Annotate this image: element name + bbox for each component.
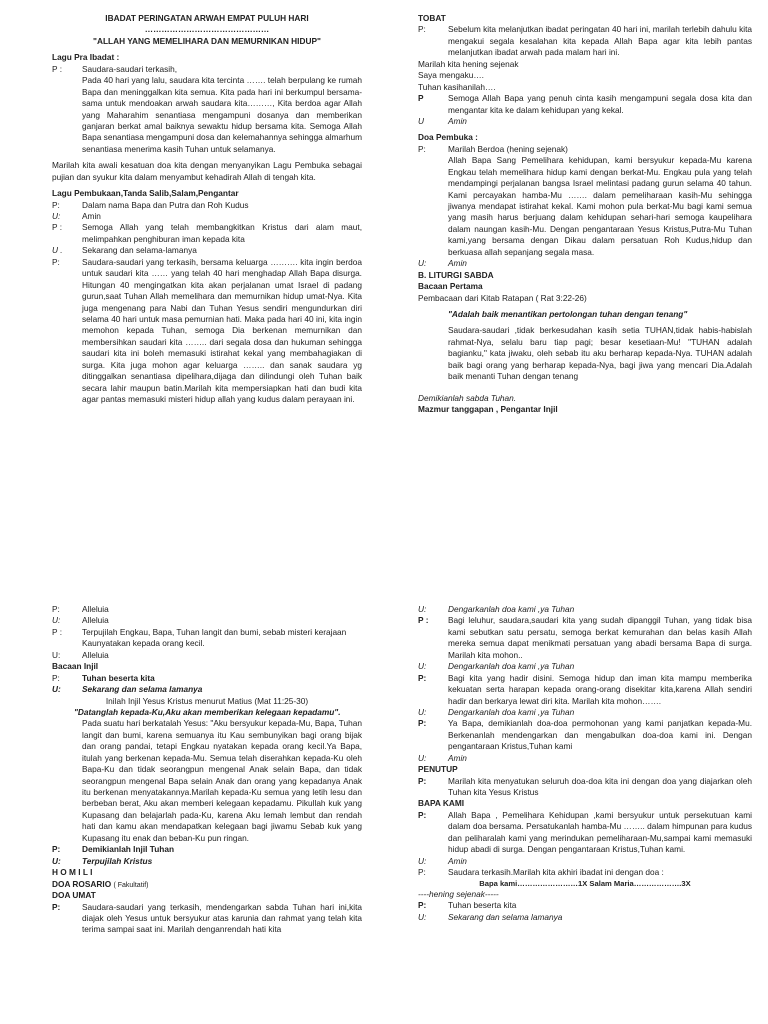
heading-bapa-kami: BAPA KAMI [418, 798, 465, 809]
heading-lagu-pembukaan: Lagu Pembukaan,Tanda Salib,Salam,Pengantar [52, 188, 239, 199]
line-p-greeting: P : Saudara-saudari terkasih, [52, 63, 178, 74]
heading-penutup: PENUTUP [418, 764, 458, 775]
line-a2: Marilah kita hening sejenak [418, 58, 519, 69]
line-b10: P: Demikianlah Injil Tuhan [52, 844, 175, 855]
heading-doa-umat: DOA UMAT [52, 890, 96, 901]
line-a5: P Semoga Allah Bapa yang penuh cinta kasih mengampuni segala dosa kita dan mengantar kita ke dalam kehidupan yang kekal. [418, 93, 752, 115]
line-b6: U: Sekarang dan selama lamanya [52, 684, 203, 695]
paragraph-doa-pembuka: Allah Bapa Sang Pemelihara kehidupan, kami bersyukur kepada-Mu karena Engkau telah memelihara hidup kami dengan berkat-Mu. Engkau pula yang telah mendampingi perjalanan bangsa Israel melintasi padang gurun selama 40 tahun. Kami percayakan hamba-Mu ……. dalam pemeliharaan kasih-Mu sehingga jiwanya mendapat istirahat kekal. Kami mohon pula berkat-Mu bagi kami semua yang masih harus berjuang dalam kehidupan sehari-hari semoga kaupelihara dalam naungan kasih-Mu. Dengan pengantaraan Yesus Kristus,Putra-Mu Tuhan kami,yang bersama dengan Dikau dalam persatuan Roh Kudus,hidup dan berkuasa allah sepanjang segala masa. [448, 155, 752, 257]
line-c14: P: Tuhan beserta kita [418, 900, 517, 911]
column-4 [418, 604, 752, 923]
line-c3: U: Dengarkanlah doa kami ,ya Tuhan [418, 661, 575, 672]
line-c7: U: Amin [418, 752, 467, 763]
line-a13: Demikianlah sabda Tuhan. [418, 392, 517, 403]
heading-bacaan-pertama: Bacaan Pertama [418, 281, 483, 292]
line-l3: P : Semoga Allah yang telah membangkitkan Kristus dari alam maut, melimpahkan penghiburan iman kepada kita [52, 222, 362, 244]
heading-rosario-line [52, 879, 362, 891]
line-c8: P: Marilah kita menyatukan seluruh doa-doa kita ini dengan doa yang diajarkan oleh Tuhan kita Yesus Kristus [418, 775, 752, 797]
heading-bacaan-injil: Bacaan Injil [52, 661, 99, 672]
line-b2: U: Alleluia [52, 615, 109, 626]
column-3 [52, 604, 362, 936]
line-a3: Saya mengaku…. [418, 70, 484, 81]
line-b1: P: Alleluia [52, 604, 109, 614]
line-c5: U: Dengarkanlah doa kami ,ya Tuhan [418, 706, 575, 717]
line-c6: P: Ya Bapa, demikianlah doa-doa permohonan yang kami panjatkan kepada-Mu. Berkenanlah mendengarkan dan mengabulkan doa-doa kami ini. Dengan pengantaraan Kristus,Tuhan kami [418, 718, 752, 752]
line-c15: U: Sekarang dan selama lamanya [418, 911, 563, 922]
line-c13: ----hening sejenak----- [418, 888, 499, 899]
line-a9: U: Amin [418, 258, 467, 269]
line-b11: U: Terpujilah Kristus [52, 855, 153, 866]
document-title: IBADAT PERINGATAN ARWAH EMPAT PULUH HARI [105, 13, 309, 23]
line-a1: P: Sebelum kita melanjutkan ibadat peringatan 40 hari ini, marilah terlebih dahulu kita mengakui segala kesalahan kita kepada Allah Bapa agar kita lebih pantas melanjutkan ibadat arwah pada malam hari ini. [418, 24, 752, 58]
line-l5: P: Saudara-saudari yang terkasih, bersama keluarga ………. kita ingin berdoa untuk saudari kita …… yang telah 40 hari menghadap Allah Bapa disurga. Hitungan 40 mengingatkan kita akan perjalanan umat Israel di padang gurun,saat Tuhan Allah memelihara dan memurnikan hidup umat-Nya. Kita juga mengenang para Nabi dan Tuhan Yesus sendiri mengundurkan diri selama 40 hari untuk masa pemurnian hati. Maka pada hari 40 ini, kita ingin memohon kepada Tuhan, semoga Dia berkenan memurnikan dan membersihkan saudari kita …….. dari segala dosa dan hukuman sehingga saudari kita ini boleh memasuki istirahat kekal yang membahagiakan di surga. Kita juga mohon agar keluarga …….. dan sanak saudara yg ditinggalkan senantiasa dipelihara,dijaga dan dilindungi oleh Tuhan baik secara lahir maupun batin.Marilah kita mempersiapkan hati dan budi kita agar pantas memasuki misteri hidup allah yang kudus dalam perayaan ini. [52, 256, 362, 404]
line-l4: U . Sekarang dan selama-lamanya [52, 245, 197, 256]
paragraph-gospel: Pada suatu hari berkatalah Yesus: "Aku bersyukur kepada-Mu, Bapa, Tuhan langit dan bumi, karena semuanya itu Kau sembunyikan bagi orang bijak dan orang pandai, tetapi Engkau nyatakan kepada orang kecil.Ya Bapa, itulah yang berkenan kepada-Mu. Semua telah diserahkan kepada-Ku oleh Bapa-Ku dan tidak seorangpun mengenal Anak selain Bapa, dan tidak seorangpun mengenal Bapa selain Anak dan orang yang kepadanya Anak itu berkenan menyatakannya.Marilah kepada-Ku semua yang letih lesu dan berbeban berat, Aku akan memberi kelegaan kepadamu. Pikullah kuk yang Kupasang dan belajarlah pada-Ku, karena Aku lemah lembut dan rendah hati dan kamu akan mendapatkan kelegaan bagi jiwamu Sebab kuk yang Kupasang itu enak dan beban-Ku pun ringan. [82, 718, 362, 843]
line-a7: P: Marilah Berdoa (hening sejenak) [418, 143, 568, 154]
column-1 [52, 13, 362, 405]
line-c11: P: Saudara terkasih.Marilah kita akhiri ibadat ini dengan doa : [418, 867, 664, 878]
line-b12: P: Saudara-saudari yang terkasih, mendengarkan sabda Tuhan hari ini,kita diajak oleh Yesus untuk bersyukur atas karunia dan rahmat yang telah kita terima sampai saat ini. Marilah denganrendah hati kita [52, 901, 362, 935]
line-l1: P: Dalam nama Bapa dan Putra dan Roh Kudus [52, 199, 249, 210]
heading-rosario: DOA ROSARIO [52, 878, 112, 889]
paragraph-reading: Saudara-saudari ,tidak berkesudahan kasih setia TUHAN,tidak habis-habislah rahmat-Nya, selalu baru tiap pagi; besar kesetiaan-Mu! "TUHAN adalah bagianku," kata jiwaku, oleh sebab itu aku berharap kepada-Nya. TUHAN adalah baik bagi orang yang berharap kepada-Nya, bagi jiwa yang mencari Dia.Adalah baik menanti Tuhan dengan tenang [448, 325, 752, 382]
line-l2: U: Amin [52, 211, 101, 221]
line-c2: P : Bagi leluhur, saudara,saudari kita yang sudah dipanggil Tuhan, yang tidak bisa kami sebutkan satu persatu, semoga berkat kemurahan dan belas kasih Allah mereka semua dapat menikmati persatuan yang abadi bersama Bapa di surga. Marilah kita mohon.. [418, 615, 752, 660]
line-c9: P: Allah Bapa , Pemelihara Kehidupan ,kami bersyukur untuk persekutuan kami dalam doa bersama. Persatukanlah hamba-Mu …….. dalam himpunan para kudus dan peliharalah kami yang merindukan pemeliharaan-Mu,sampai kami memasuki hidup abadi di surga. Dengan pengantaraan Kristus,Tuhan kami. [418, 809, 752, 855]
line-a14: Mazmur tanggapan , Pengantar Injil [418, 404, 558, 414]
heading-tobat: TOBAT [418, 13, 446, 23]
column-2 [418, 13, 752, 415]
heading-liturgi-sabda: B. LITURGI SABDA [418, 269, 494, 280]
line-b4: U: Alleluia [52, 649, 109, 660]
line-b7: Inilah Injil Yesus Kristus menurut Matius (Mat 11:25-30) [105, 695, 309, 706]
line-c10: U: Amin [418, 855, 467, 866]
paragraph-invitation: Marilah kita awali kesatuan doa kita dengan menyanyikan Lagu Pembuka sebagai pujian dan syukur kita dalam menyambut kehadirah Allah di tengah kita. [52, 160, 362, 182]
reading-title: "Adalah baik menantikan pertolongan tuhan dengan tenang" [448, 308, 688, 319]
document-subtitle: "ALLAH YANG MEMELIHARA DAN MEMURNIKAN HIDUP" [93, 35, 321, 46]
line-b3: P : Terpujilah Engkau, Bapa, Tuhan langit dan bumi, sebab misteri kerajaan Kaunyatakan kepada orang kecil. [52, 626, 347, 649]
line-a4: Tuhan kasihanilah…. [418, 81, 496, 92]
heading-doa-pembuka: Doa Pembuka : [418, 132, 478, 143]
heading-homili: H O M I L I [52, 867, 93, 878]
rosario-note: ( Fakultatif) [113, 881, 149, 889]
title-dots: ……………………………………… [144, 24, 270, 35]
line-c4: P: Bagi kita yang hadir disini. Semoga hidup dan iman kita mampu memberika kekuatan serta harapan kepada orang-orang disekitar kita,karena Allah sendiri hadir dan berkarya lewat diri kita. Marilah kita mohon……. [418, 672, 752, 706]
paragraph-opening: Pada 40 hari yang lalu, saudara kita tercinta ……. telah berpulang ke rumah Bapa dan meninggalkan kita semua. Kita pada hari ini berkumpul bersama-sama untuk mendoakan arwah saudara kita………, Kita berdoa agar Allah yang Maharahim senantiasa mengampuni dosanya dan memberikan ganjaran berkat amal baiknya sewaktu hidup bersama kita. Semoga Allah Bapa senantiasa mengampuni dosa dan kelemahannya sehingga almarhum senantiasa menerima kasih Tuhan untuk selamanya. [82, 75, 362, 154]
line-c1: U: Dengarkanlah doa kami ,ya Tuhan [418, 604, 575, 614]
line-b5: P: Tuhan beserta kita [52, 672, 155, 683]
heading-lagu-pra-ibadat: Lagu Pra Ibadat : [52, 52, 120, 63]
gospel-title: "Datanglah kepada-Ku,Aku akan memberikan kelegaan kepadamu". [74, 706, 341, 717]
line-c12: Bapa kami……………………1X Salam Maria……………….3X [479, 878, 691, 888]
line-a10: Pembacaan dari Kitab Ratapan ( Rat 3:22-26) [418, 292, 587, 303]
line-a6: U Amin [418, 115, 467, 126]
